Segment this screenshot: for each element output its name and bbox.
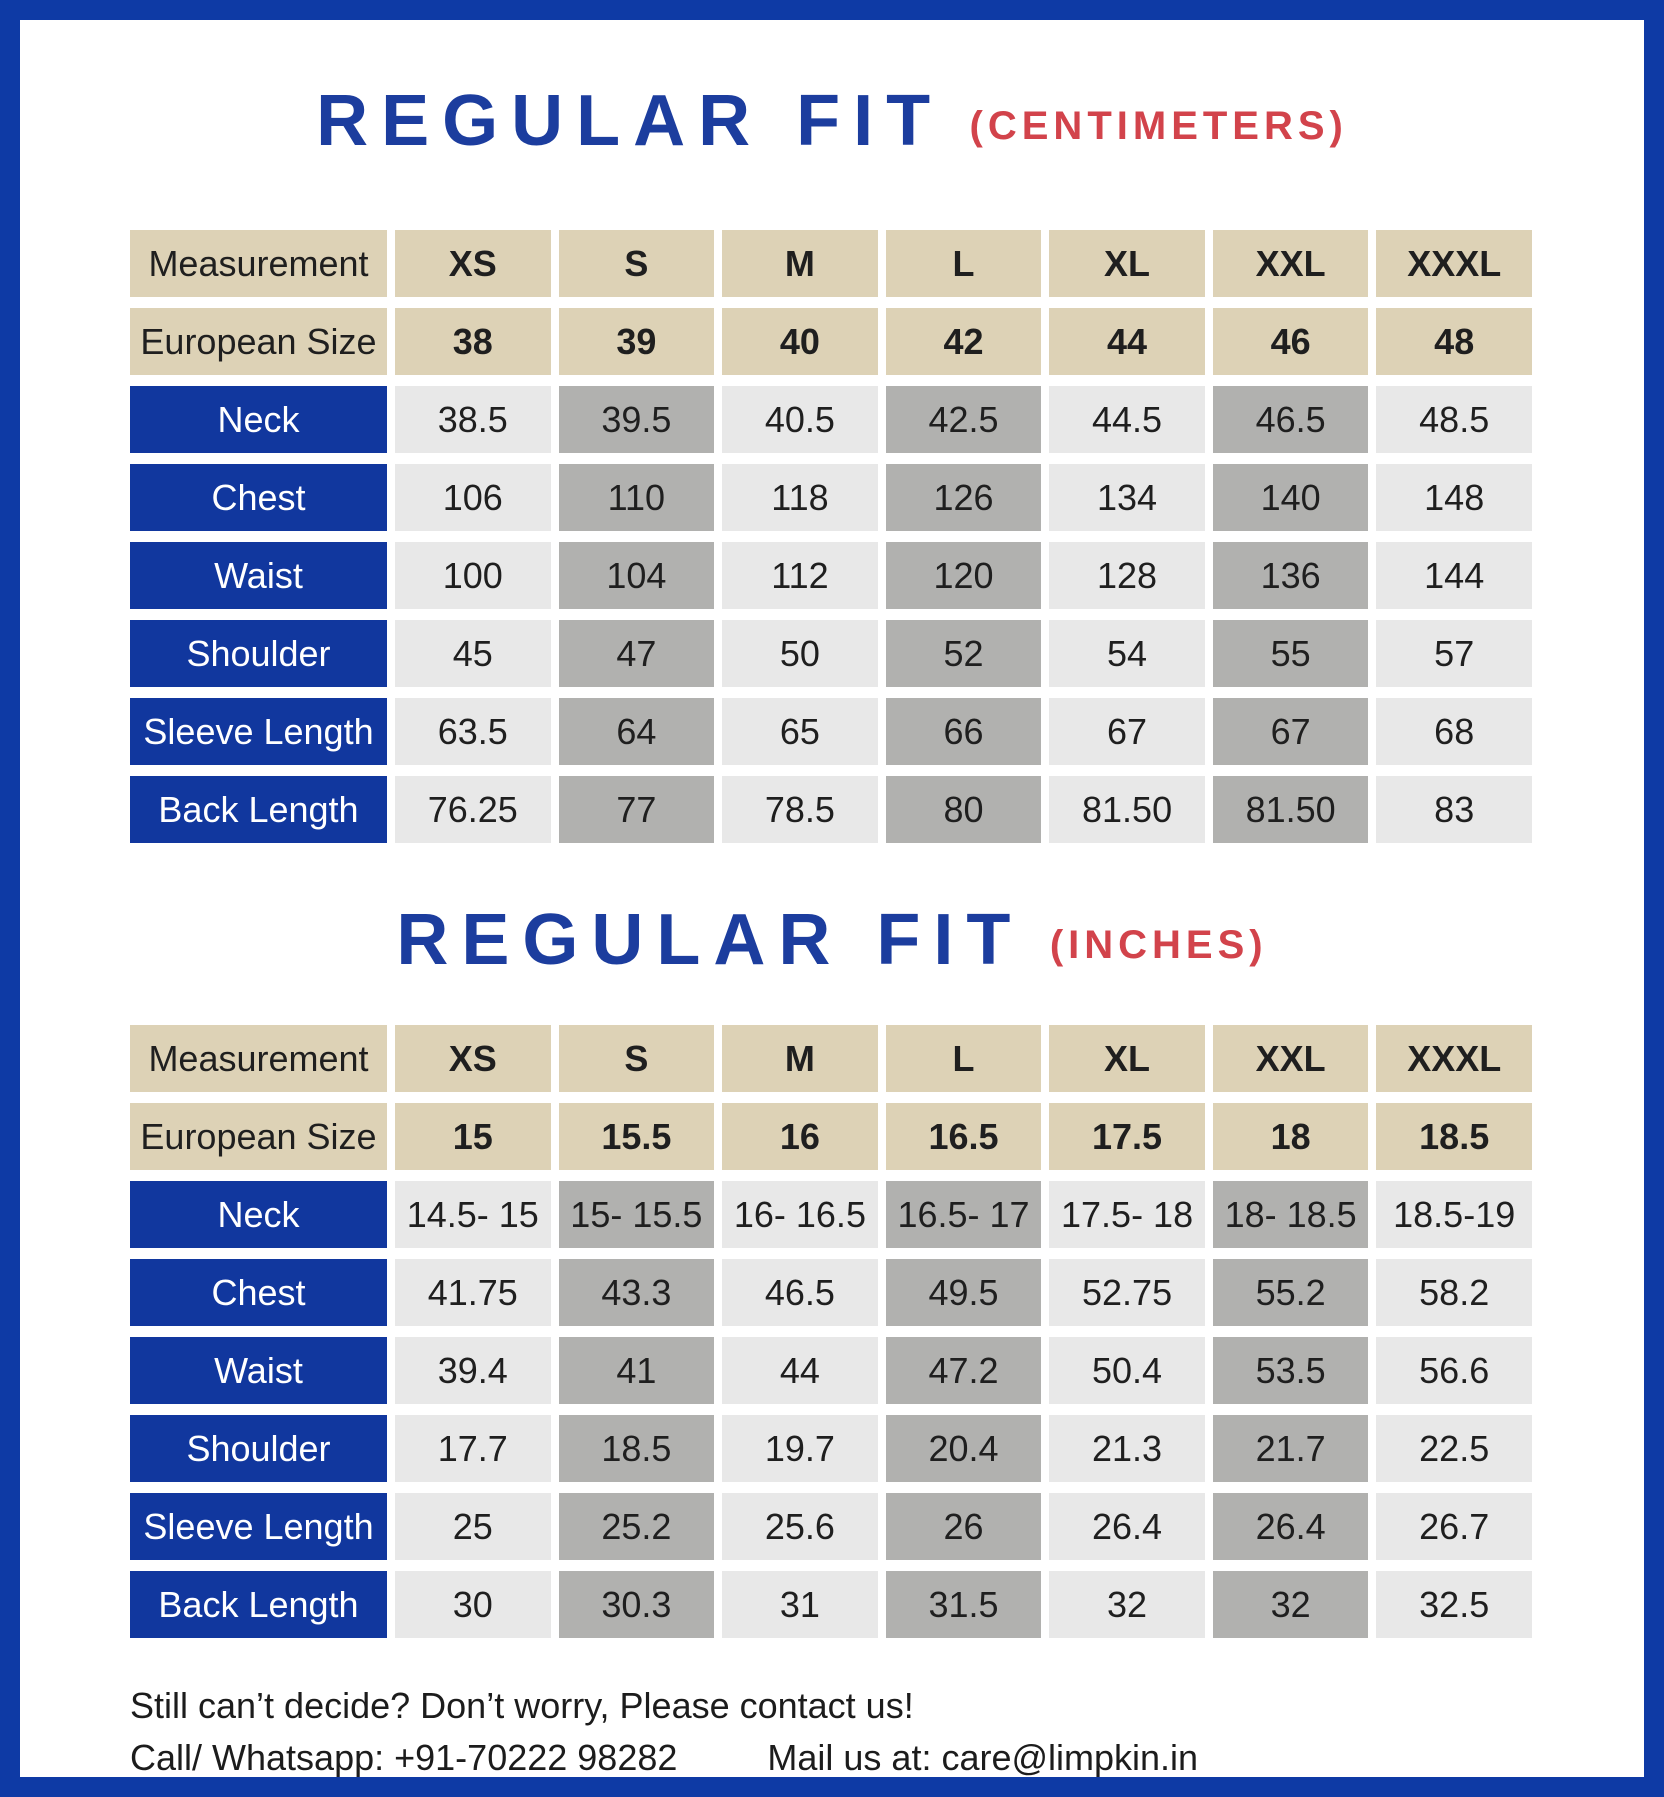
- measurement-value-cell: 46.5: [722, 1259, 878, 1326]
- measurement-value-cell: 57: [1376, 620, 1532, 687]
- measurement-value-cell: 30.3: [559, 1571, 715, 1638]
- measurement-label-cell: Waist: [130, 1337, 387, 1404]
- european-size-value-cell: 44: [1049, 308, 1205, 375]
- european-size-header-cell: European Size: [130, 1103, 387, 1170]
- measurement-value-cell: 128: [1049, 542, 1205, 609]
- measurement-value-cell: 83: [1376, 776, 1532, 843]
- measurement-value-cell: 104: [559, 542, 715, 609]
- measurement-value-cell: 32.5: [1376, 1571, 1532, 1638]
- measurement-label-cell: Back Length: [130, 1571, 387, 1638]
- measurement-value-cell: 25.2: [559, 1493, 715, 1560]
- measurement-value-cell: 80: [886, 776, 1042, 843]
- measurement-value-cell: 32: [1213, 1571, 1369, 1638]
- footer-message: Still can’t decide? Don’t worry, Please contact us!: [130, 1685, 914, 1726]
- measurement-value-cell: 14.5- 15: [395, 1181, 551, 1248]
- european-size-value-cell: 40: [722, 308, 878, 375]
- measurement-value-cell: 76.25: [395, 776, 551, 843]
- size-header-cell: XXXL: [1376, 1025, 1532, 1092]
- european-size-header-cell: European Size: [130, 308, 387, 375]
- measurement-value-cell: 26.4: [1049, 1493, 1205, 1560]
- measurement-value-cell: 16.5- 17: [886, 1181, 1042, 1248]
- european-size-value-cell: 18: [1213, 1103, 1369, 1170]
- cm-title: REGULAR FIT: [316, 81, 944, 161]
- measurement-value-cell: 47: [559, 620, 715, 687]
- measurement-value-cell: 118: [722, 464, 878, 531]
- measurement-value-cell: 38.5: [395, 386, 551, 453]
- measurement-value-cell: 112: [722, 542, 878, 609]
- measurement-value-cell: 49.5: [886, 1259, 1042, 1326]
- measurement-value-cell: 26: [886, 1493, 1042, 1560]
- size-header-cell: XS: [395, 230, 551, 297]
- measurement-value-cell: 17.7: [395, 1415, 551, 1482]
- european-size-value-cell: 17.5: [1049, 1103, 1205, 1170]
- measurement-value-cell: 25: [395, 1493, 551, 1560]
- measurement-value-cell: 42.5: [886, 386, 1042, 453]
- measurement-value-cell: 66: [886, 698, 1042, 765]
- measurement-label-cell: Neck: [130, 1181, 387, 1248]
- measurement-value-cell: 46.5: [1213, 386, 1369, 453]
- measurement-value-cell: 26.4: [1213, 1493, 1369, 1560]
- measurement-value-cell: 67: [1049, 698, 1205, 765]
- regular-fit-inches-table: [130, 1025, 1532, 1638]
- measurement-value-cell: 55: [1213, 620, 1369, 687]
- measurement-value-cell: 40.5: [722, 386, 878, 453]
- measurement-value-cell: 55.2: [1213, 1259, 1369, 1326]
- measurement-value-cell: 17.5- 18: [1049, 1181, 1205, 1248]
- measurement-value-cell: 52: [886, 620, 1042, 687]
- european-size-value-cell: 46: [1213, 308, 1369, 375]
- measurement-value-cell: 64: [559, 698, 715, 765]
- measurement-value-cell: 41.75: [395, 1259, 551, 1326]
- size-header-cell: XL: [1049, 1025, 1205, 1092]
- european-size-value-cell: 38: [395, 308, 551, 375]
- measurement-label-cell: Chest: [130, 1259, 387, 1326]
- measurement-value-cell: 65: [722, 698, 878, 765]
- measurement-value-cell: 44: [722, 1337, 878, 1404]
- measurement-value-cell: 54: [1049, 620, 1205, 687]
- measurement-value-cell: 58.2: [1376, 1259, 1532, 1326]
- contact-footer: [130, 1680, 1644, 1784]
- measurement-label-cell: Shoulder: [130, 1415, 387, 1482]
- measurement-header-cell: Measurement: [130, 1025, 387, 1092]
- measurement-value-cell: 50: [722, 620, 878, 687]
- measurement-value-cell: 47.2: [886, 1337, 1042, 1404]
- measurement-value-cell: 19.7: [722, 1415, 878, 1482]
- cm-title-block: [20, 66, 1644, 196]
- measurement-label-cell: Chest: [130, 464, 387, 531]
- measurement-value-cell: 20.4: [886, 1415, 1042, 1482]
- size-header-cell: M: [722, 1025, 878, 1092]
- measurement-value-cell: 106: [395, 464, 551, 531]
- measurement-value-cell: 30: [395, 1571, 551, 1638]
- measurement-value-cell: 25.6: [722, 1493, 878, 1560]
- measurement-value-cell: 81.50: [1049, 776, 1205, 843]
- measurement-value-cell: 44.5: [1049, 386, 1205, 453]
- measurement-value-cell: 26.7: [1376, 1493, 1532, 1560]
- measurement-value-cell: 50.4: [1049, 1337, 1205, 1404]
- measurement-value-cell: 18.5: [559, 1415, 715, 1482]
- size-header-cell: XL: [1049, 230, 1205, 297]
- measurement-value-cell: 78.5: [722, 776, 878, 843]
- measurement-value-cell: 67: [1213, 698, 1369, 765]
- cm-title-unit: (CENTIMETERS): [969, 104, 1348, 148]
- measurement-value-cell: 52.75: [1049, 1259, 1205, 1326]
- size-header-cell: M: [722, 230, 878, 297]
- measurement-value-cell: 21.3: [1049, 1415, 1205, 1482]
- measurement-value-cell: 110: [559, 464, 715, 531]
- measurement-value-cell: 31: [722, 1571, 878, 1638]
- measurement-value-cell: 41: [559, 1337, 715, 1404]
- measurement-value-cell: 126: [886, 464, 1042, 531]
- measurement-value-cell: 16- 16.5: [722, 1181, 878, 1248]
- measurement-value-cell: 77: [559, 776, 715, 843]
- measurement-value-cell: 39.4: [395, 1337, 551, 1404]
- size-header-cell: XXXL: [1376, 230, 1532, 297]
- measurement-value-cell: 56.6: [1376, 1337, 1532, 1404]
- measurement-value-cell: 81.50: [1213, 776, 1369, 843]
- measurement-value-cell: 48.5: [1376, 386, 1532, 453]
- measurement-value-cell: 18.5-19: [1376, 1181, 1532, 1248]
- measurement-value-cell: 68: [1376, 698, 1532, 765]
- european-size-value-cell: 39: [559, 308, 715, 375]
- measurement-label-cell: Waist: [130, 542, 387, 609]
- size-header-cell: XXL: [1213, 230, 1369, 297]
- contact-email: Mail us at: care@limpkin.in: [767, 1737, 1199, 1778]
- measurement-value-cell: 100: [395, 542, 551, 609]
- measurement-value-cell: 136: [1213, 542, 1369, 609]
- regular-fit-cm-table: [130, 230, 1532, 843]
- measurement-value-cell: 63.5: [395, 698, 551, 765]
- european-size-value-cell: 42: [886, 308, 1042, 375]
- size-header-cell: S: [559, 1025, 715, 1092]
- measurement-value-cell: 31.5: [886, 1571, 1042, 1638]
- size-header-cell: XS: [395, 1025, 551, 1092]
- european-size-value-cell: 48: [1376, 308, 1532, 375]
- measurement-label-cell: Back Length: [130, 776, 387, 843]
- inches-title-unit: (INCHES): [1049, 923, 1268, 967]
- european-size-value-cell: 16.5: [886, 1103, 1042, 1170]
- inches-title-block: [20, 885, 1644, 1015]
- european-size-value-cell: 15.5: [559, 1103, 715, 1170]
- measurement-label-cell: Sleeve Length: [130, 1493, 387, 1560]
- measurement-value-cell: 45: [395, 620, 551, 687]
- size-header-cell: L: [886, 1025, 1042, 1092]
- measurement-value-cell: 120: [886, 542, 1042, 609]
- measurement-value-cell: 148: [1376, 464, 1532, 531]
- measurement-value-cell: 39.5: [559, 386, 715, 453]
- measurement-header-cell: Measurement: [130, 230, 387, 297]
- size-header-cell: S: [559, 230, 715, 297]
- measurement-label-cell: Sleeve Length: [130, 698, 387, 765]
- measurement-value-cell: 140: [1213, 464, 1369, 531]
- european-size-value-cell: 18.5: [1376, 1103, 1532, 1170]
- measurement-value-cell: 22.5: [1376, 1415, 1532, 1482]
- european-size-value-cell: 15: [395, 1103, 551, 1170]
- measurement-value-cell: 144: [1376, 542, 1532, 609]
- footer-contacts: [130, 1732, 1644, 1784]
- measurement-value-cell: 21.7: [1213, 1415, 1369, 1482]
- size-header-cell: L: [886, 230, 1042, 297]
- measurement-label-cell: Neck: [130, 386, 387, 453]
- measurement-value-cell: 18- 18.5: [1213, 1181, 1369, 1248]
- measurement-value-cell: 32: [1049, 1571, 1205, 1638]
- contact-phone: Call/ Whatsapp: +91-70222 98282: [130, 1737, 678, 1778]
- measurement-value-cell: 43.3: [559, 1259, 715, 1326]
- inches-title: REGULAR FIT: [396, 900, 1024, 980]
- measurement-value-cell: 53.5: [1213, 1337, 1369, 1404]
- european-size-value-cell: 16: [722, 1103, 878, 1170]
- measurement-label-cell: Shoulder: [130, 620, 387, 687]
- size-header-cell: XXL: [1213, 1025, 1369, 1092]
- measurement-value-cell: 134: [1049, 464, 1205, 531]
- measurement-value-cell: 15- 15.5: [559, 1181, 715, 1248]
